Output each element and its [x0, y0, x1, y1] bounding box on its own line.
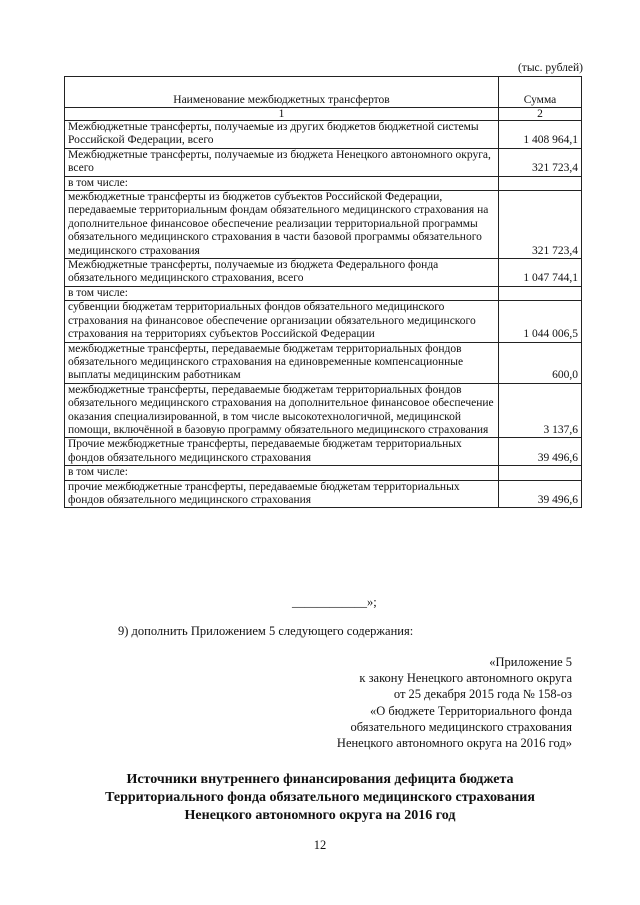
- transfer-amount: 600,0: [499, 342, 582, 383]
- table-row: [65, 383, 582, 438]
- table-row: [65, 148, 582, 176]
- table-row: [65, 480, 582, 508]
- table-row: [65, 259, 582, 287]
- appendix-line: к закону Ненецкого автономного округа: [359, 671, 572, 686]
- section-heading: [60, 771, 580, 825]
- signature-line: ____________»;: [292, 595, 377, 609]
- heading-line: Территориального фонда обязательного медицинского страхования: [105, 790, 535, 805]
- transfers-table: [64, 76, 582, 508]
- transfer-amount: 1 047 744,1: [499, 259, 582, 287]
- transfer-name: Межбюджетные трансферты, получаемые из бюджета Ненецкого автономного округа, всего: [65, 148, 499, 176]
- transfer-name: межбюджетные трансферты, передаваемые бюджетам территориальных фондов обязательного медицинского страхования на дополнительное финансовое обеспечение оказания специализированной, в том числе высокотехнологичной, медицинской помощи, включённой в базовую программу обязательного медицинского страхования: [65, 383, 499, 438]
- transfer-name: Межбюджетные трансферты, получаемые из других бюджетов бюджетной системы Российской Федерации, всего: [65, 121, 499, 149]
- transfer-amount: 39 496,6: [499, 480, 582, 508]
- appendix-reference: [252, 654, 572, 751]
- transfer-name: в том числе:: [65, 176, 499, 190]
- table-row: [65, 466, 582, 480]
- appendix-line: от 25 декабря 2015 года № 158-оз: [393, 687, 572, 702]
- item-9-text: 9) дополнить Приложением 5 следующего содержания:: [118, 624, 414, 638]
- transfer-name: Прочие межбюджетные трансферты, передаваемые бюджетам территориальных фондов обязательного медицинского страхования: [65, 438, 499, 466]
- heading-line: Ненецкого автономного округа на 2016 год: [184, 808, 456, 823]
- table-row: [65, 301, 582, 342]
- index-sum: 2: [499, 108, 582, 121]
- table-row: [65, 342, 582, 383]
- appendix-line: обязательного медицинского страхования: [350, 719, 572, 734]
- transfer-amount: 1 044 006,5: [499, 301, 582, 342]
- transfer-name: межбюджетные трансферты из бюджетов субъектов Российской Федерации, передаваемые территориальным фондам обязательного медицинского страхования на дополнительное финансовое обеспечение реализации территориальной программы обязательного медицинского страхования в части базовой программы обязательного медицинского страхования: [65, 191, 499, 259]
- appendix-line: Ненецкого автономного округа на 2016 год»: [336, 736, 572, 751]
- transfer-amount: [499, 176, 582, 190]
- appendix-line: «О бюджете Территориального фонда: [369, 703, 572, 718]
- transfer-name: прочие межбюджетные трансферты, передаваемые бюджетам территориальных фондов обязательного медицинского страхования: [65, 480, 499, 508]
- appendix-line: «Приложение 5: [489, 655, 572, 669]
- transfer-amount: 321 723,4: [499, 148, 582, 176]
- table-row: [65, 176, 582, 190]
- transfer-amount: 3 137,6: [499, 383, 582, 438]
- table-row: [65, 286, 582, 300]
- transfer-amount: 321 723,4: [499, 191, 582, 259]
- heading-line: Источники внутреннего финансирования дефицита бюджета: [126, 772, 514, 787]
- table-row: [65, 121, 582, 149]
- transfer-name: субвенции бюджетам территориальных фондов обязательного медицинского страхования на финансовое обеспечение организации обязательного медицинского страхования на территориях субъектов Российской Федерации: [65, 301, 499, 342]
- transfer-name: межбюджетные трансферты, передаваемые бюджетам территориальных фондов обязательного медицинского страхования на единовременные компенсационные выплаты медицинским работникам: [65, 342, 499, 383]
- header-sum: Сумма: [499, 77, 582, 108]
- transfer-name: в том числе:: [65, 466, 499, 480]
- transfer-amount: [499, 466, 582, 480]
- table-row: [65, 191, 582, 259]
- page-number: 12: [313, 838, 327, 852]
- index-name: 1: [65, 108, 499, 121]
- transfer-amount: 1 408 964,1: [499, 121, 582, 149]
- transfer-amount: 39 496,6: [499, 438, 582, 466]
- transfer-amount: [499, 286, 582, 300]
- transfer-name: Межбюджетные трансферты, получаемые из бюджета Федерального фонда обязательного медицинского страхования, всего: [65, 259, 499, 287]
- unit-label: (тыс. рублей): [517, 62, 583, 74]
- table-row: [65, 438, 582, 466]
- header-name: Наименование межбюджетных трансфертов: [65, 77, 499, 108]
- transfer-name: в том числе:: [65, 286, 499, 300]
